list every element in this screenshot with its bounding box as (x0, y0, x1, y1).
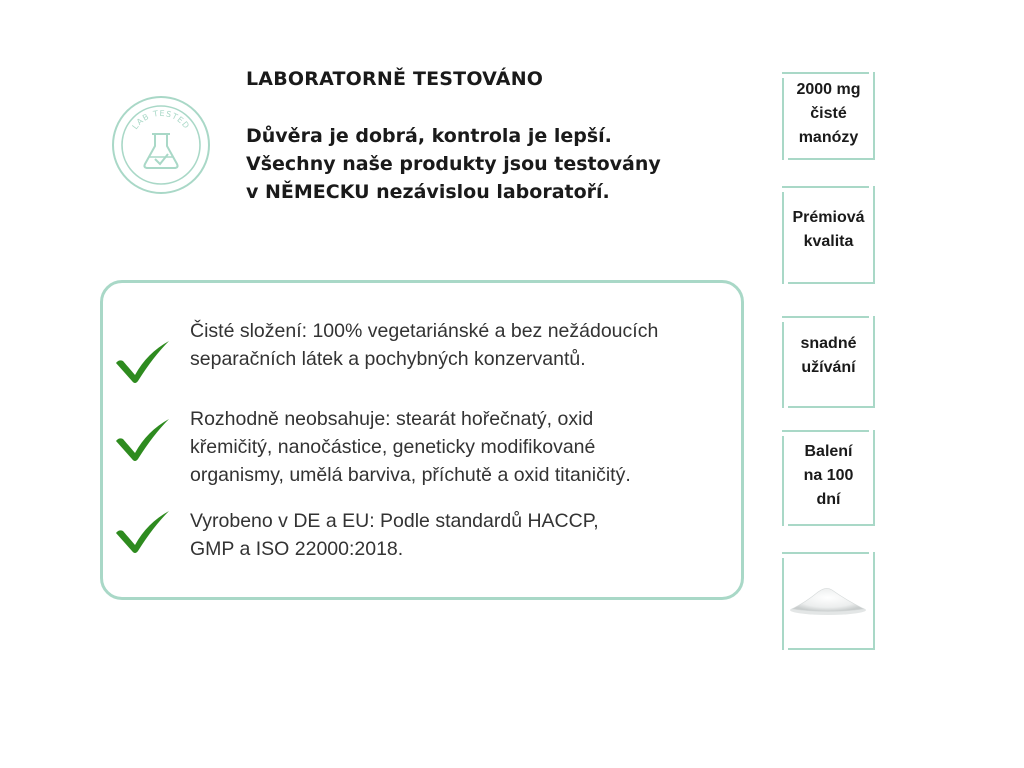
card-label (782, 332, 875, 380)
feature-line: separačních látek a pochybných konzervantů. (190, 348, 586, 370)
card-premium-quality (782, 186, 875, 284)
card-easy-use (782, 316, 875, 408)
card-line: dní (816, 491, 841, 508)
card-line: užívání (801, 359, 856, 376)
powder-pile-icon (788, 578, 868, 618)
features-box (100, 280, 744, 600)
badge-text: LAB TESTED (130, 108, 192, 132)
header-line: Všechny naše produkty jsou testovány (246, 153, 661, 175)
card-line: na 100 (803, 467, 854, 484)
feature-line: Vyrobeno v DE a EU: Podle standardů HACCP, (190, 510, 599, 532)
checkmark-icon (113, 509, 173, 555)
feature-line: Rozhodně neobsahuje: stearát hořečnatý, oxid (190, 408, 594, 430)
card-line: manózy (798, 129, 859, 146)
checkmark-icon (113, 339, 173, 385)
card-line: kvalita (803, 233, 854, 250)
card-line: Prémiová (792, 209, 865, 226)
header-line: v NĚMECKU nezávislou laboratoří. (246, 181, 610, 203)
card-line: Balení (804, 443, 853, 460)
header-text (246, 122, 661, 206)
card-label (782, 440, 875, 512)
card-label (782, 206, 875, 254)
checkmark-icon (113, 417, 173, 463)
flask-check-icon (110, 94, 212, 196)
feature-line: Čisté složení: 100% vegetariánské a bez nežádoucích (190, 320, 659, 342)
feature-text (190, 405, 631, 489)
card-mannose-dose (782, 72, 875, 160)
lab-tested-badge (110, 94, 212, 196)
feature-text (190, 507, 599, 563)
header-line: Důvěra je dobrá, kontrola je lepší. (246, 125, 612, 147)
card-line: snadné (800, 335, 857, 352)
card-package-days (782, 430, 875, 526)
card-line: čisté (810, 105, 847, 122)
feature-line: organismy, umělá barviva, příchutě a oxid titaničitý. (190, 464, 631, 486)
feature-text (190, 317, 658, 373)
feature-line: GMP a ISO 22000:2018. (190, 538, 404, 560)
card-label (782, 78, 875, 150)
feature-line: křemičitý, nanočástice, geneticky modifikované (190, 436, 596, 458)
card-line: 2000 mg (796, 81, 861, 98)
page-title: LABORATORNĚ TESTOVÁNO (246, 68, 544, 90)
card-powder (782, 552, 875, 650)
